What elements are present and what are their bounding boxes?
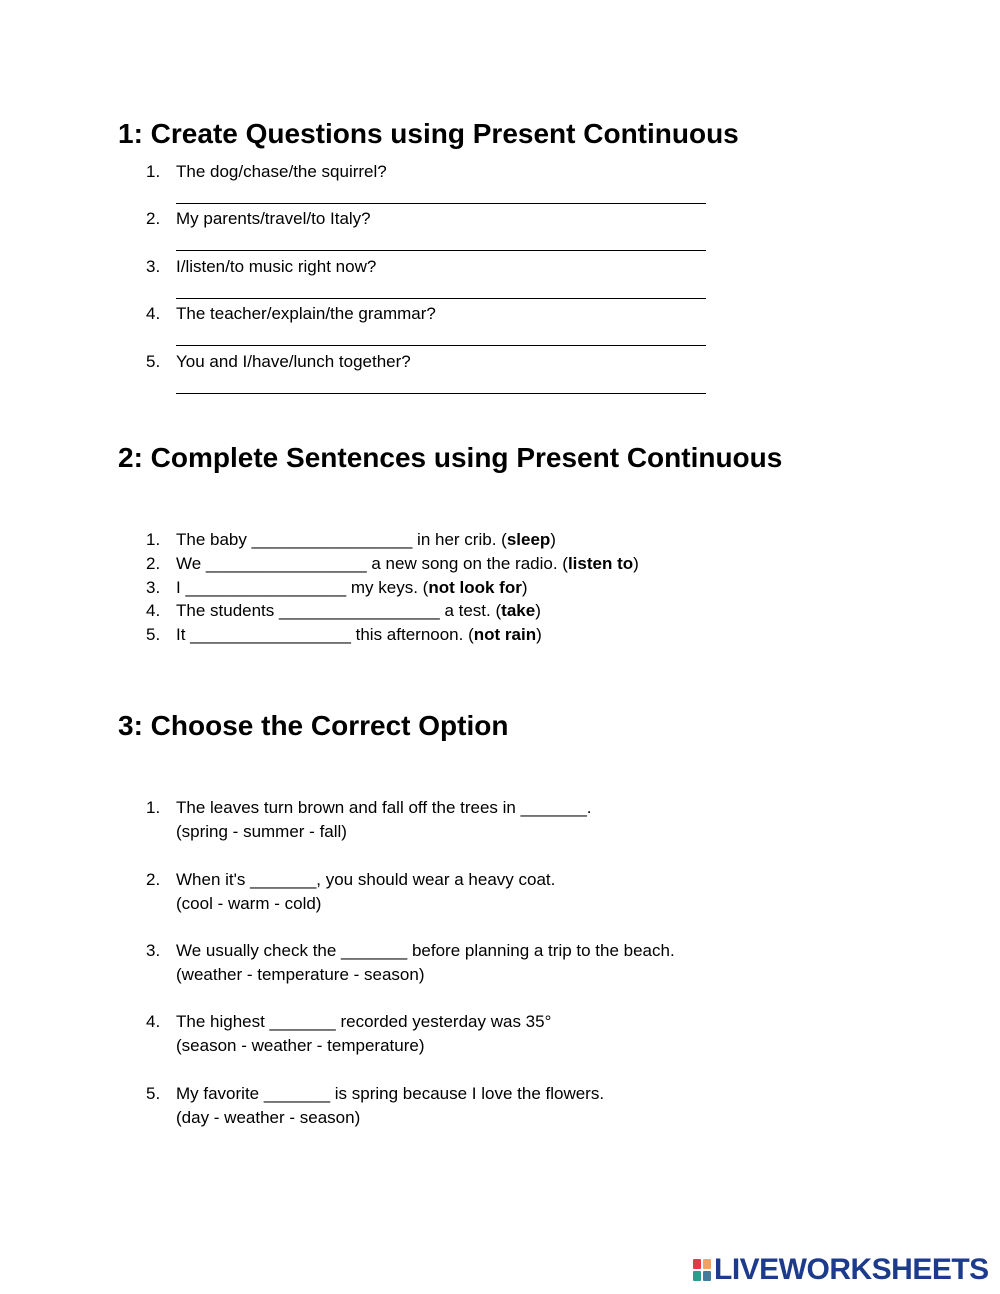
sentence-text: It _________________ this afternoon. (	[176, 625, 474, 644]
answer-options: (season - weather - temperature)	[176, 1036, 425, 1055]
question-text: The leaves turn brown and fall off the trees in _______.	[176, 798, 592, 817]
liveworksheets-logo	[692, 1253, 989, 1287]
item-number: 2.	[146, 870, 161, 889]
verb-hint: sleep	[506, 530, 551, 549]
sentence-text: The students _________________ a test. (	[176, 601, 502, 620]
question-text: When it's _______, you should wear a heavy coat.	[176, 870, 556, 889]
question-text: The highest _______ recorded yesterday was 35°	[176, 1012, 552, 1031]
item-number: 5.	[146, 352, 161, 371]
answer-options: (cool - warm - cold)	[176, 894, 322, 913]
sentence	[176, 576, 528, 600]
item-number: 3.	[146, 257, 161, 276]
item-number: 2.	[146, 209, 161, 228]
sentence-close: )	[536, 625, 542, 644]
section-1-title: 1: Create Questions using Present Continuous	[118, 118, 739, 149]
logo-text: LIVEWORKSHEETS	[714, 1253, 989, 1286]
answer-options: (spring - summer - fall)	[176, 822, 347, 841]
item-number: 2.	[146, 554, 161, 573]
sentence	[176, 623, 542, 647]
sentence-text: I _________________ my keys. (	[176, 578, 429, 597]
question-prompt: The teacher/explain/the grammar?	[176, 304, 436, 323]
question-prompt: My parents/travel/to Italy?	[176, 209, 371, 228]
item-number: 5.	[146, 625, 161, 644]
verb-hint: listen to	[567, 554, 634, 573]
item-number: 3.	[146, 578, 161, 597]
sentence	[176, 552, 639, 576]
question-text: My favorite _______ is spring because I love the flowers.	[176, 1084, 605, 1103]
item-number: 3.	[146, 941, 161, 960]
section-3-title: 3: Choose the Correct Option	[118, 710, 509, 741]
item-number: 5.	[146, 1084, 161, 1103]
item-number: 4.	[146, 1012, 161, 1031]
item-number: 4.	[146, 601, 161, 620]
answer-line[interactable]	[176, 298, 706, 299]
answer-line[interactable]	[176, 203, 706, 204]
question-prompt: You and I/have/lunch together?	[176, 352, 411, 371]
sentence	[176, 599, 541, 623]
logo-blocks-icon	[692, 1257, 712, 1283]
answer-options: (weather - temperature - season)	[176, 965, 425, 984]
verb-hint: not rain	[473, 625, 537, 644]
answer-line[interactable]	[176, 393, 706, 394]
sentence-text: We _________________ a new song on the radio. (	[176, 554, 568, 573]
section-2-title: 2: Complete Sentences using Present Continuous	[118, 442, 783, 473]
sentence-text: The baby _________________ in her crib. (	[176, 530, 507, 549]
question-prompt: The dog/chase/the squirrel?	[176, 162, 387, 181]
sentence-close: )	[633, 554, 639, 573]
sentence	[176, 528, 556, 552]
verb-hint: take	[501, 601, 536, 620]
answer-options: (day - weather - season)	[176, 1108, 361, 1127]
question-text: We usually check the _______ before planning a trip to the beach.	[176, 941, 675, 960]
question-prompt: I/listen/to music right now?	[176, 257, 377, 276]
verb-hint: not look for	[428, 578, 522, 597]
sentence-close: )	[550, 530, 556, 549]
item-number: 1.	[146, 530, 161, 549]
item-number: 4.	[146, 304, 161, 323]
item-number: 1.	[146, 162, 161, 181]
answer-line[interactable]	[176, 345, 706, 346]
item-number: 1.	[146, 798, 161, 817]
sentence-close: )	[521, 578, 528, 597]
answer-line[interactable]	[176, 250, 706, 251]
sentence-close: )	[535, 601, 541, 620]
